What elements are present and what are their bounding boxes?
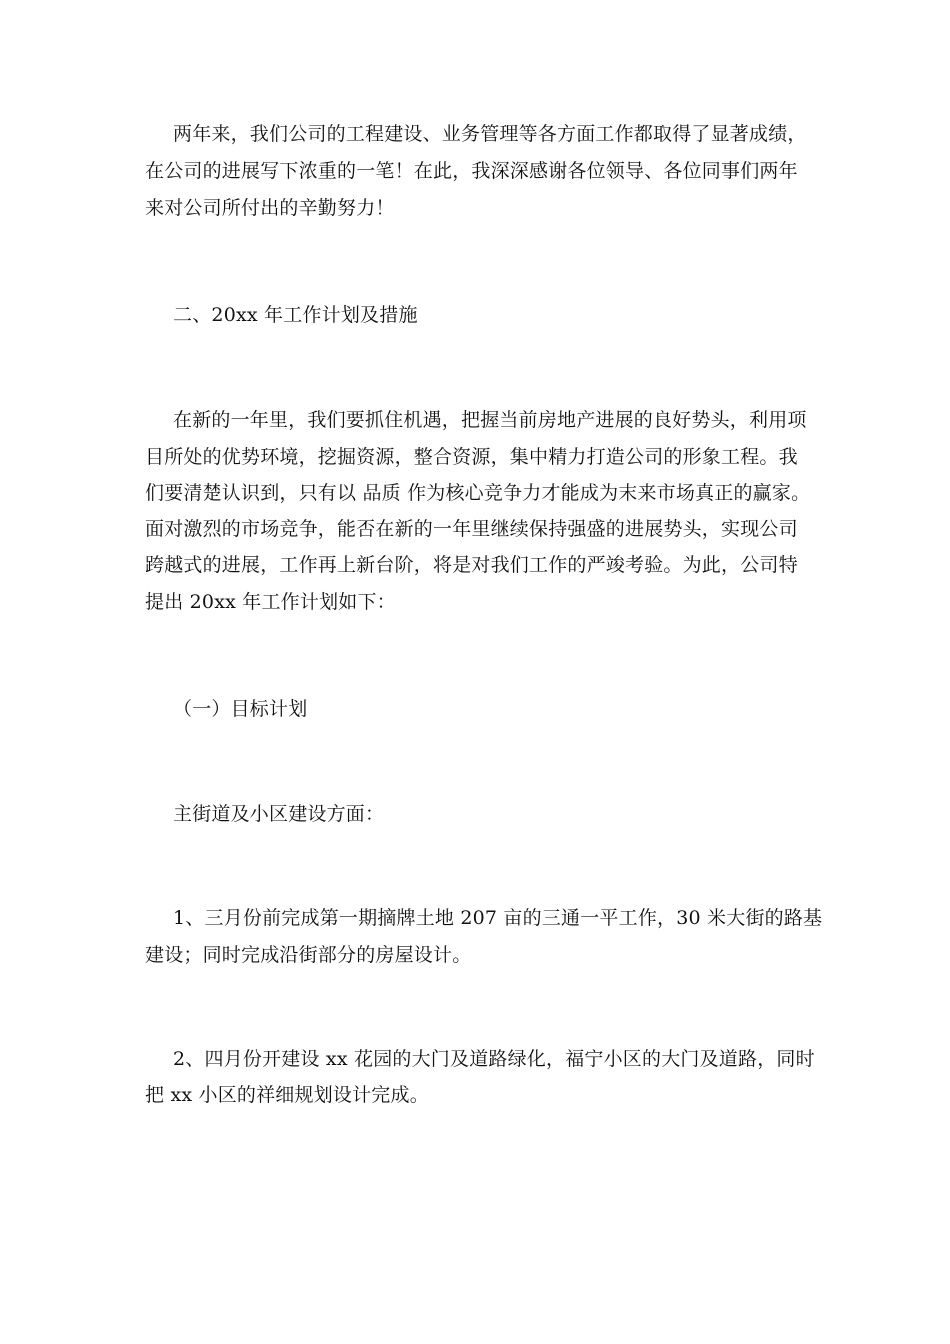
item-1-line-1: 1、三月份前完成第一期摘牌土地 207 亩的三通一平工作，30 米大街的路基: [173, 907, 823, 929]
paragraph-2-line-4: 面对激烈的市场竞争，能否在新的一年里继续保持强盛的进展势头，实现公司: [145, 518, 798, 540]
item-2-line-1: 2、四月份开建设 xx 花园的大门及道路绿化，福宁小区的大门及道路，同时: [173, 1048, 815, 1070]
paragraph-2-line-6: 提出 20xx 年工作计划如下：: [145, 591, 396, 613]
paragraph-1-line-3: 来对公司所付出的辛勤努力！: [145, 197, 395, 219]
paragraph-1-line-2: 在公司的进展写下浓重的一笔！在此，我深深感谢各位领导、各位同事们两年: [145, 160, 798, 182]
paragraph-2-line-2: 目所处的优势环境，挖掘资源，整合资源，集中精力打造公司的形象工程。我: [145, 446, 798, 468]
item-1-line-2: 建设；同时完成沿街部分的房屋设计。: [145, 944, 472, 966]
section-label: 主街道及小区建设方面：: [173, 803, 385, 825]
subheading-target-plan: （一）目标计划: [173, 698, 308, 720]
paragraph-2-line-5: 跨越式的进展，工作再上新台阶，将是对我们工作的严竣考验。为此，公司特: [145, 554, 798, 576]
paragraph-2-line-1: 在新的一年里，我们要抓住机遇，把握当前房地产进展的良好势头，利用项: [173, 409, 807, 431]
paragraph-2-line-3: 们要清楚认识到，只有以 品质 作为核心竞争力才能成为末来市场真正的赢家。: [145, 482, 811, 504]
section-heading: 二、20xx 年工作计划及措施: [173, 304, 418, 326]
item-2-line-2: 把 xx 小区的祥细规划设计完成。: [145, 1084, 429, 1106]
paragraph-1-line-1: 两年来，我们公司的工程建设、业务管理等各方面工作都取得了显著成绩，: [173, 123, 807, 145]
